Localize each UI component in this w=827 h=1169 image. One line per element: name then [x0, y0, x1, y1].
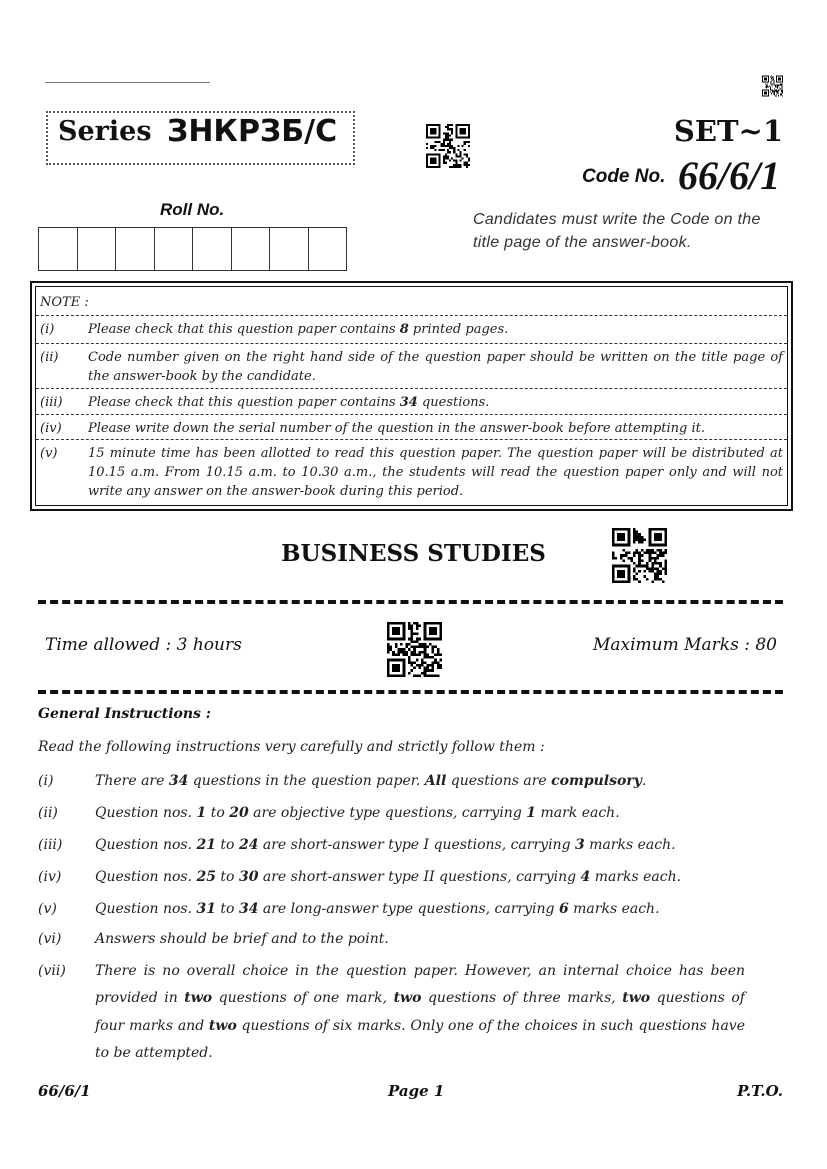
qr-code-icon — [387, 622, 442, 677]
bold-text: 34 — [238, 901, 259, 917]
instruction-item — [38, 864, 783, 891]
text: questions. — [417, 395, 490, 410]
roll-number-label: Roll No. — [160, 200, 225, 219]
instruction-number: (vi) — [38, 931, 62, 947]
code-value: 66/6/1 — [678, 153, 781, 198]
bold-text: two — [208, 1017, 237, 1034]
bold-text: 1 — [196, 805, 207, 821]
top-rule — [45, 82, 210, 83]
text: There is no overall choice in the question paper. However, an internal choice has been provided in — [95, 963, 745, 1007]
series-code: ЗНКРЗБ/С — [167, 114, 338, 149]
instruction-text — [95, 864, 745, 891]
series-label: Series — [58, 116, 152, 147]
instruction-text — [95, 896, 745, 923]
text: 15 minute time has been allotted to read this question paper. The question paper will be distributed at 10.15 a.m. From 10.15 a.m. to 10.30 a.m., the students will read the question paper only and will not write any answer on the answer-book during this period. — [88, 446, 783, 499]
text: questions of six marks. Only one of the choices in such questions have to be attempted. — [95, 1017, 745, 1061]
roll-number-cell[interactable] — [270, 228, 309, 270]
bold-text: 3 — [574, 837, 585, 853]
text: are short-answer type I questions, carrying — [258, 837, 575, 853]
text: questions of one mark, — [212, 990, 394, 1007]
text: are long-answer type questions, carrying — [258, 901, 559, 917]
text: marks each. — [568, 901, 660, 917]
roll-number-cell[interactable] — [116, 228, 155, 270]
bold-text: 34 — [168, 773, 189, 789]
bold-text: 30 — [238, 869, 259, 885]
text: questions are — [446, 773, 552, 789]
note-item-text — [88, 393, 783, 412]
bold-text: 31 — [196, 901, 216, 917]
text: Please check that this question paper contains — [88, 395, 400, 410]
qr-code-icon — [612, 528, 667, 583]
set-number: SET~1 — [673, 114, 783, 148]
bold-text: compulsory — [551, 773, 642, 789]
text: There are — [95, 773, 169, 789]
text: to — [215, 901, 239, 917]
instruction-number: (iii) — [38, 837, 63, 853]
bold-text: two — [393, 990, 422, 1007]
text: . — [641, 773, 647, 789]
note-item-number: (ii) — [40, 350, 59, 365]
bold-text: 8 — [399, 322, 409, 337]
text: Question nos. — [95, 869, 197, 885]
text: Code number given on the right hand side of the question paper should be written on the title page of the answer-book by the candidate. — [88, 350, 783, 384]
bold-text: 24 — [238, 837, 259, 853]
text: printed pages. — [408, 322, 509, 337]
note-item-text — [88, 444, 783, 501]
text: to — [215, 837, 239, 853]
instruction-text — [95, 832, 745, 859]
note-heading: NOTE : — [40, 295, 89, 310]
roll-number-cell[interactable] — [39, 228, 78, 270]
note-item-number: (i) — [40, 322, 55, 337]
qr-code-icon — [762, 75, 783, 97]
general-instructions-intro: Read the following instructions very carefully and strictly follow them : — [38, 739, 545, 755]
text: mark each. — [536, 805, 620, 821]
instruction-number: (vii) — [38, 963, 66, 979]
note-item-number: (iii) — [40, 395, 63, 410]
bold-text: All — [424, 773, 447, 789]
text: Please write down the serial number of the question in the answer-book before attempting it. — [88, 421, 706, 436]
text: questions of four marks and — [95, 990, 745, 1034]
bold-text: 1 — [526, 805, 536, 821]
roll-number-cell[interactable] — [193, 228, 232, 270]
bold-text: 34 — [399, 395, 418, 410]
note-item-text — [88, 348, 783, 386]
instruction-number: (v) — [38, 901, 57, 917]
note-item-number: (iv) — [40, 421, 62, 436]
text: marks each. — [590, 869, 682, 885]
subject-title: BUSINESS STUDIES — [281, 540, 546, 567]
note-box — [30, 281, 793, 511]
time-allowed: Time allowed : 3 hours — [45, 635, 242, 655]
instruction-number: (ii) — [38, 805, 58, 821]
roll-number-cell[interactable] — [232, 228, 271, 270]
text: Please check that this question paper contains — [88, 322, 400, 337]
bold-text: two — [622, 990, 651, 1007]
candidates-note: Candidates must write the Code on the title page of the answer-book. — [473, 211, 761, 251]
text: questions of three marks, — [421, 990, 623, 1007]
text: are objective type questions, carrying — [248, 805, 527, 821]
bold-text: 4 — [580, 869, 591, 885]
instruction-text — [95, 800, 745, 827]
instruction-item — [38, 800, 783, 827]
text: are short-answer type II questions, carrying — [258, 869, 581, 885]
text: marks each. — [584, 837, 676, 853]
maximum-marks: Maximum Marks : 80 — [592, 635, 777, 655]
code-label: Code No. — [582, 166, 666, 187]
instruction-text — [95, 768, 745, 795]
text: Question nos. — [95, 805, 197, 821]
instruction-number: (i) — [38, 773, 54, 789]
text: Answers should be brief and to the point. — [95, 931, 389, 947]
instruction-text — [95, 926, 745, 953]
instruction-item — [38, 832, 783, 859]
text: to — [206, 805, 230, 821]
text: Question nos. — [95, 901, 197, 917]
text: questions in the question paper. — [188, 773, 425, 789]
divider — [38, 600, 783, 604]
footer-code: 66/6/1 — [38, 1082, 91, 1100]
instruction-item — [38, 926, 783, 953]
bold-text: two — [184, 990, 213, 1007]
instruction-text — [95, 958, 745, 1067]
text: to — [215, 869, 239, 885]
general-instructions-heading: General Instructions : — [38, 706, 211, 722]
instruction-item — [38, 896, 783, 923]
roll-number-cell[interactable] — [309, 228, 347, 270]
roll-number-cell[interactable] — [155, 228, 194, 270]
note-item-number: (v) — [40, 446, 58, 461]
bold-text: 6 — [558, 901, 569, 917]
roll-number-boxes — [38, 227, 347, 271]
footer-pto: P.T.O. — [737, 1082, 783, 1100]
bold-text: 25 — [196, 869, 216, 885]
instruction-number: (iv) — [38, 869, 62, 885]
instruction-item — [38, 768, 783, 795]
instruction-item — [38, 958, 783, 1067]
roll-number-cell[interactable] — [78, 228, 117, 270]
note-item-text — [88, 320, 783, 339]
note-item-text — [88, 419, 783, 438]
divider — [38, 690, 783, 694]
bold-text: 21 — [196, 837, 216, 853]
footer-page: Page 1 — [388, 1082, 445, 1100]
bold-text: 20 — [229, 805, 249, 821]
qr-code-icon — [426, 124, 470, 168]
text: Question nos. — [95, 837, 197, 853]
